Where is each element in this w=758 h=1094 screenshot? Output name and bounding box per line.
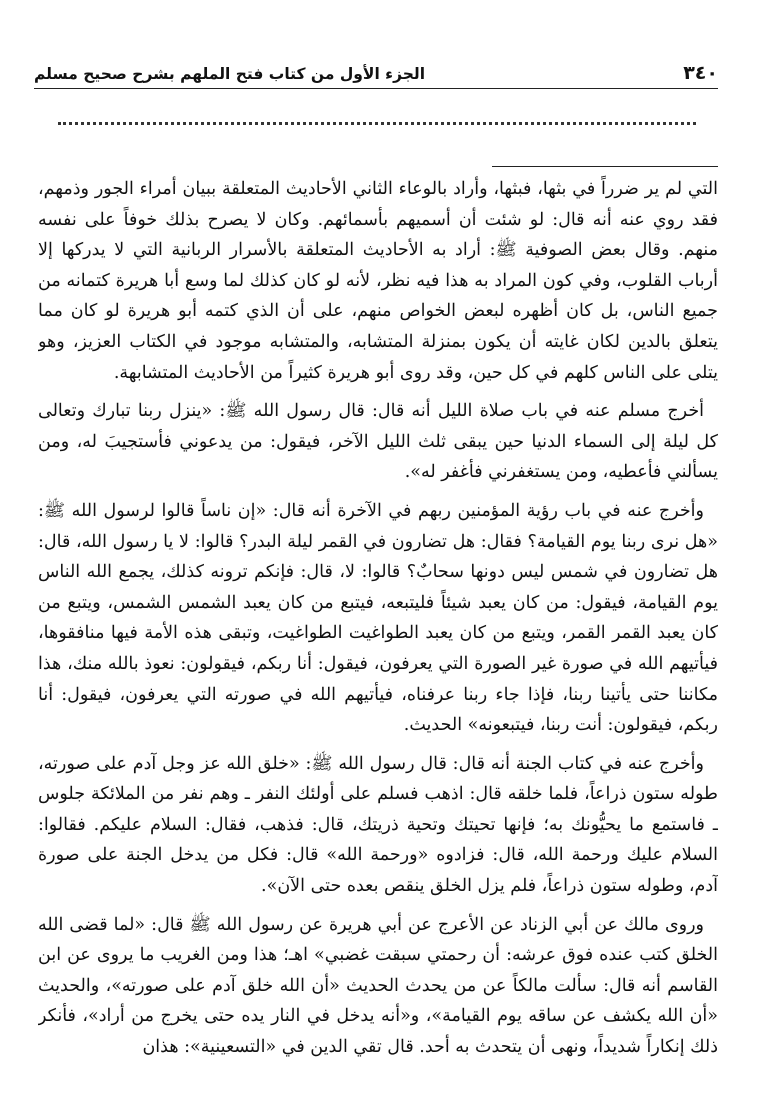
page-header bbox=[34, 54, 718, 89]
paragraph: أخرج مسلم عنه في باب صلاة الليل أنه قال: قال رسول الله ﷺ: «ينزل ربنا تبارك وتعالى كل ليلة إلى السماء الدنيا حين يبقى ثلث الليل الآخر، فيقول: من يدعوني فأستجيبَ له، ومن يسألني فأعطيه، ومن يستغفرني فأغفر له». bbox=[38, 401, 718, 483]
page-number: ٣٤٠ bbox=[683, 62, 718, 84]
body-text bbox=[38, 174, 718, 1088]
paragraph: وأخرج عنه في باب رؤية المؤمنين ربهم في الآخرة أنه قال: «إن ناساً قالوا لرسول الله ﷺ: «هل نرى ربنا يوم القيامة؟ فقال: هل تضارون في القمر ليلة البدر؟ قالوا: لا يا رسول الله، قال: هل تضارون في شمس ليس دونها سحابٌ؟ قالوا: لا، قال: فإنكم ترونه كذلك، يجمع الله الناس يوم القيامة، فيقول: من كان يعبد شيئاً فليتبعه، فيتبع من كان يعبد الشمس الشمس، ويتبع من كان يعبد القمر القمر، ويتبع من كان يعبد الطواغيت الطواغيت، وتبقى هذه الأمة فيها منافقوها، فيأتيهم الله في صورة غير الصورة التي يعرفون، فيقول: أنا ربكم، فيقولون: نعوذ بالله منك، هذا مكاننا حتى يأتينا ربنا، فإذا جاء ربنا عرفناه، فيأتيهم الله في صورته التي يعرفون، فيقول: أنا ربكم، فيقولون: أنت ربنا، فيتبعونه» الحديث. bbox=[38, 500, 718, 736]
paragraph: التي لم ير ضرراً في بثها، فبثها، وأراد بالوعاء الثاني الأحاديث المتعلقة ببيان أمراء الجور وذمهم، فقد روي عنه أنه قال: لو شئت أن أسميهم بأسمائهم. وكان لا يصرح بذلك خوفاً على نفسه منهم. وقال بعض الصوفية ﷺ: أراد به الأحاديث المتعلقة بالأسرار الربانية التي لا يدركها إلا أرباب القلوب، وفي كون المراد به هذا فيه نظر، لأنه لو كان كذلك لما وسع أبا هريرة كتمانه من جميع الناس، بل كان أظهره لبعض الخواص منهم، على أن الذي كتمه أبو هريرة لو كان مما يتعلق بالدين لكان غايته أن يكون بمنزلة المتشابه، والمتشابه موجود في الكتاب العزيز، وهو يتلى على الناس كلهم في كل حين، وقد روى أبو هريرة كثيراً من الأحاديث المتشابهة. bbox=[38, 179, 718, 383]
footnote-rule bbox=[492, 166, 718, 167]
dotted-separator bbox=[58, 122, 696, 125]
paragraph: وروى مالك عن أبي الزناد عن الأعرج عن أبي هريرة عن رسول الله ﷺ قال: «لما قضى الله الخلق كتب عنده فوق عرشه: أن رحمتي سبقت غضبي» اهـ؛ هذا ومن الغريب ما يروى عن ابن القاسم أنه قال: سألت مالكاً عن من يحدث الحديث «أن الله خلق آدم على صورته»، والحديث «أن الله يكشف عن ساقه يوم القيامة»، و«أنه يدخل في النار يده حتى يخرج من أراد»، فأنكر ذلك إنكاراً شديداً، ونهى أن يتحدث به أحد. قال تقي الدين في «التسعينية»: هذان bbox=[38, 914, 718, 1058]
running-title: الجزء الأول من كتاب فتح الملهم بشرح صحيح مسلم bbox=[34, 65, 426, 83]
paragraph: وأخرج عنه في كتاب الجنة أنه قال: قال رسول الله ﷺ: «خلق الله عز وجل آدم على صورته، طوله ستون ذراعاً، فلما خلقه قال: اذهب فسلم على أولئك النفر ـ وهم نفر من الملائكة جلوس ـ فاستمع ما يحيُّونك به؛ فإنها تحيتك وتحية ذريتك، قال: فذهب، فقال: السلام عليكم. فقالوا: السلام عليك ورحمة الله، قال: فزادوه «ورحمة الله» قال: فكل من يدخل الجنة على صورة آدم، وطوله ستون ذراعاً، فلم يزل الخلق ينقص بعده حتى الآن». bbox=[38, 753, 718, 897]
